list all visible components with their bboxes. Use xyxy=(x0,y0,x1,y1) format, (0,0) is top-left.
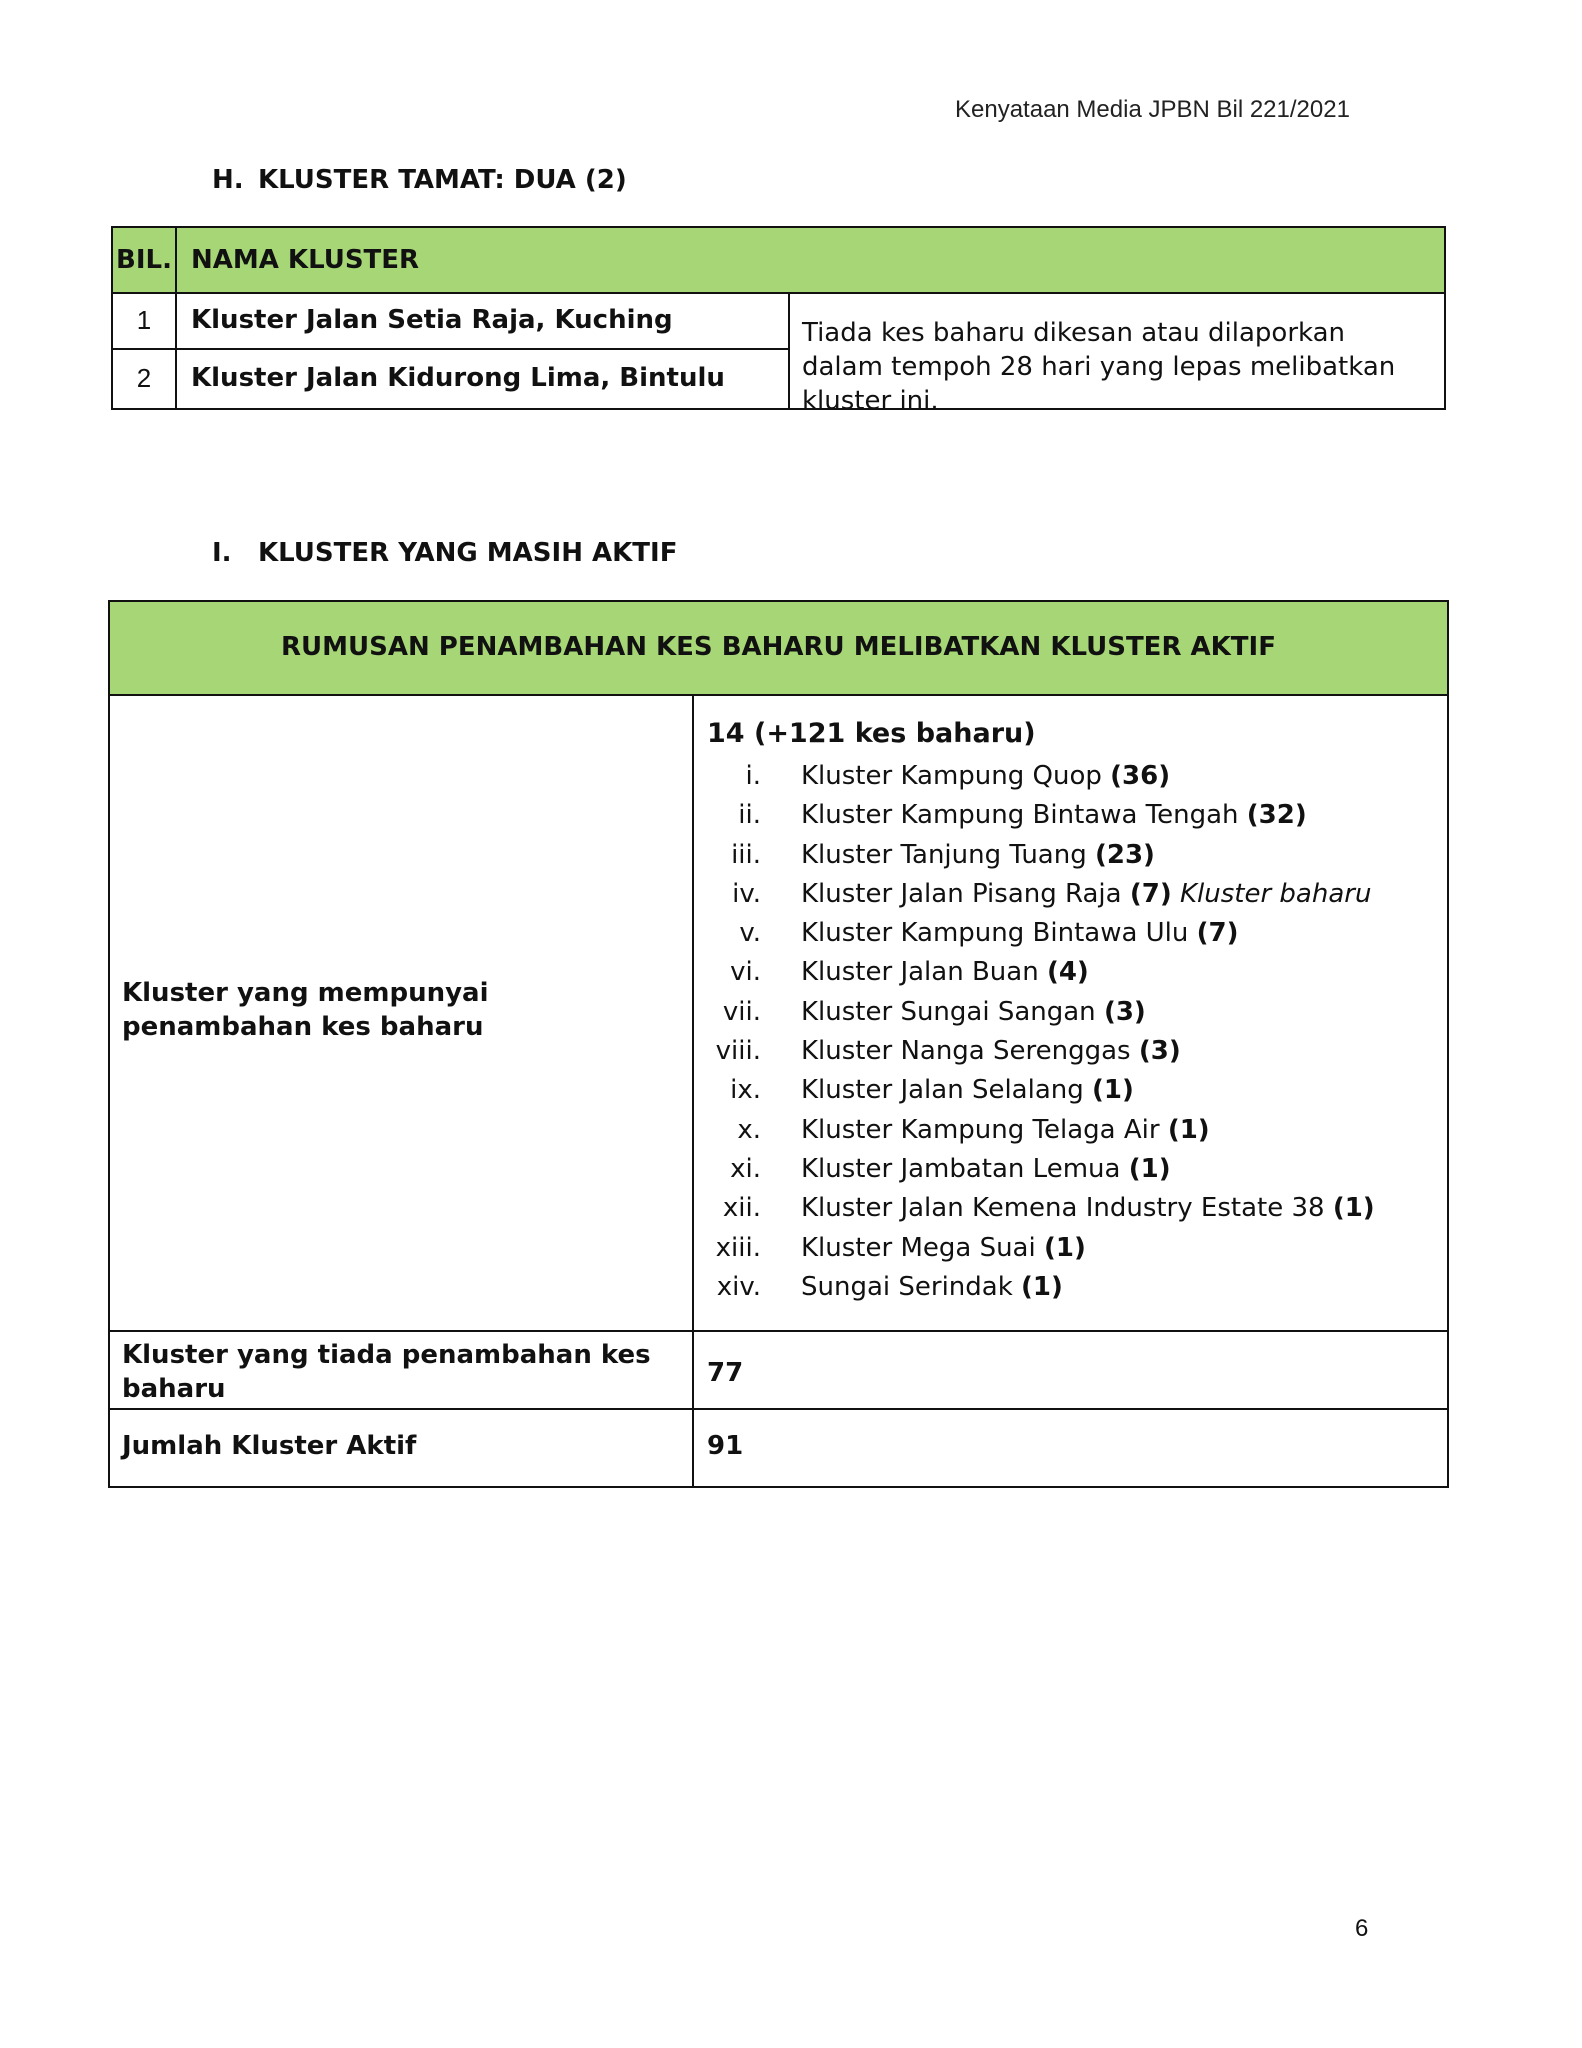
cluster-name: Kluster Sungai Sangan xyxy=(801,996,1096,1027)
list-item-text xyxy=(801,1150,1171,1189)
list-item xyxy=(705,1032,1435,1071)
case-count: (23) xyxy=(1094,839,1155,870)
list-item-text xyxy=(801,953,1089,992)
table-header-row xyxy=(113,228,1444,294)
list-item-numeral: x. xyxy=(737,1114,761,1145)
table-row xyxy=(113,292,788,350)
case-count: (1) xyxy=(1092,1075,1134,1106)
section-h-heading xyxy=(212,165,627,195)
list-item-text xyxy=(801,1032,1181,1071)
cluster-name: Kluster Jambatan Lemua xyxy=(801,1153,1121,1184)
cluster-name: Kluster Kampung Bintawa Tengah xyxy=(801,800,1239,831)
list-item-numeral: v. xyxy=(739,918,761,949)
case-count: (4) xyxy=(1046,957,1089,988)
case-count: (36) xyxy=(1110,761,1171,791)
row-number: 1 xyxy=(113,292,177,348)
case-count: (3) xyxy=(1103,996,1146,1027)
list-item xyxy=(705,914,1435,953)
list-item xyxy=(705,1189,1435,1228)
list-item-text xyxy=(801,836,1155,875)
list-item-numeral: i. xyxy=(745,761,761,791)
row-label-new-cases: Kluster yang mempunyai penambahan kes baharu xyxy=(122,978,489,1042)
cluster-name: Kluster Kampung Telaga Air xyxy=(801,1114,1160,1145)
list-item xyxy=(705,1071,1435,1110)
list-item xyxy=(705,993,1435,1032)
list-item-text xyxy=(801,1189,1375,1228)
cluster-name: Kluster Kampung Quop xyxy=(801,761,1102,791)
cluster-name: Kluster Mega Suai xyxy=(801,1232,1036,1263)
list-item-text xyxy=(801,875,1371,914)
column-header-bil: BIL. xyxy=(113,228,177,292)
case-count: (32) xyxy=(1246,800,1307,831)
list-item xyxy=(705,875,1435,914)
list-item-numeral: xiv. xyxy=(716,1271,761,1302)
table-row xyxy=(113,350,788,408)
cluster-name: Kluster Nanga Serenggas xyxy=(801,1036,1131,1067)
cluster-name: Kluster Jalan Kidurong Lima, Bintulu xyxy=(191,363,725,393)
case-count: (1) xyxy=(1167,1114,1210,1145)
case-count: (1) xyxy=(1021,1271,1063,1302)
page-number: 6 xyxy=(1355,1915,1369,1942)
case-count: (7) xyxy=(1129,878,1172,909)
cluster-name: Kluster Jalan Buan xyxy=(801,957,1039,988)
list-item-text xyxy=(801,993,1146,1032)
total-active-value: 91 xyxy=(707,1431,744,1461)
list-item-numeral: iii. xyxy=(731,839,761,870)
list-item-numeral: iv. xyxy=(732,878,761,909)
case-count: (7) xyxy=(1196,918,1239,949)
section-h-letter: H. xyxy=(212,165,244,195)
list-item xyxy=(705,1268,1435,1307)
list-item-numeral: xiii. xyxy=(715,1232,761,1263)
active-clusters-table xyxy=(108,600,1449,1488)
cluster-name: Kluster Jalan Setia Raja, Kuching xyxy=(191,305,673,335)
column-divider xyxy=(692,694,694,1486)
section-h-title: KLUSTER TAMAT: DUA (2) xyxy=(258,165,627,195)
list-item-numeral: ii. xyxy=(738,800,761,831)
list-item xyxy=(705,1111,1435,1150)
list-item-numeral: xii. xyxy=(722,1193,761,1224)
list-item xyxy=(705,836,1435,875)
list-item xyxy=(705,796,1435,835)
list-item-numeral: viii. xyxy=(715,1036,761,1067)
cluster-name: Kluster Tanjung Tuang xyxy=(801,839,1087,870)
new-cases-total: 14 (+121 kes baharu) xyxy=(707,718,1036,749)
list-item-text xyxy=(801,1229,1086,1268)
cluster-list xyxy=(705,757,1435,1307)
ended-clusters-note: Tiada kes baharu dikesan atau dilaporkan dalam tempoh 28 hari yang lepas melibatkan kluster ini. xyxy=(788,292,1444,408)
list-item-text xyxy=(801,1071,1134,1110)
no-new-cases-value: 77 xyxy=(707,1358,744,1388)
list-item-text xyxy=(801,757,1170,796)
list-item xyxy=(705,1229,1435,1268)
ended-clusters-table xyxy=(111,226,1446,416)
list-item-numeral: vii. xyxy=(722,996,761,1027)
list-item-text xyxy=(801,1111,1210,1150)
column-header-nama: NAMA KLUSTER xyxy=(191,245,420,275)
row-divider xyxy=(110,1408,1447,1410)
section-i-letter: I. xyxy=(212,538,232,568)
list-item-numeral: xi. xyxy=(730,1153,761,1184)
row-label-no-new-cases: Kluster yang tiada penambahan kes baharu xyxy=(122,1340,651,1404)
row-label-total-active: Jumlah Kluster Aktif xyxy=(122,1431,417,1461)
list-item xyxy=(705,953,1435,992)
cluster-name: Kluster Jalan Kemena Industry Estate 38 xyxy=(801,1193,1325,1224)
list-item-numeral: vi. xyxy=(730,957,761,988)
list-item xyxy=(705,757,1435,796)
case-count: (3) xyxy=(1138,1036,1181,1067)
case-count: (1) xyxy=(1332,1193,1375,1224)
row-divider xyxy=(110,1330,1447,1332)
case-count: (1) xyxy=(1128,1153,1171,1184)
list-item-text xyxy=(801,914,1239,953)
cluster-name: Kluster Kampung Bintawa Ulu xyxy=(801,918,1189,949)
list-item-text xyxy=(801,1268,1063,1307)
case-count: (1) xyxy=(1043,1232,1086,1263)
document-reference: Kenyataan Media JPBN Bil 221/2021 xyxy=(955,96,1350,123)
list-item xyxy=(705,1150,1435,1189)
cluster-name: Kluster Jalan Pisang Raja xyxy=(801,878,1122,909)
cluster-name: Sungai Serindak xyxy=(801,1271,1013,1302)
section-i-title: KLUSTER YANG MASIH AKTIF xyxy=(258,538,678,568)
table-title: RUMUSAN PENAMBAHAN KES BAHARU MELIBATKAN KLUSTER AKTIF xyxy=(110,602,1447,696)
new-cluster-tag: Kluster baharu xyxy=(1179,878,1372,909)
cluster-name: Kluster Jalan Selalang xyxy=(801,1075,1084,1106)
row-number: 2 xyxy=(113,350,177,408)
list-item-numeral: ix. xyxy=(730,1075,761,1106)
list-item-text xyxy=(801,796,1307,835)
section-i-heading xyxy=(212,538,677,568)
